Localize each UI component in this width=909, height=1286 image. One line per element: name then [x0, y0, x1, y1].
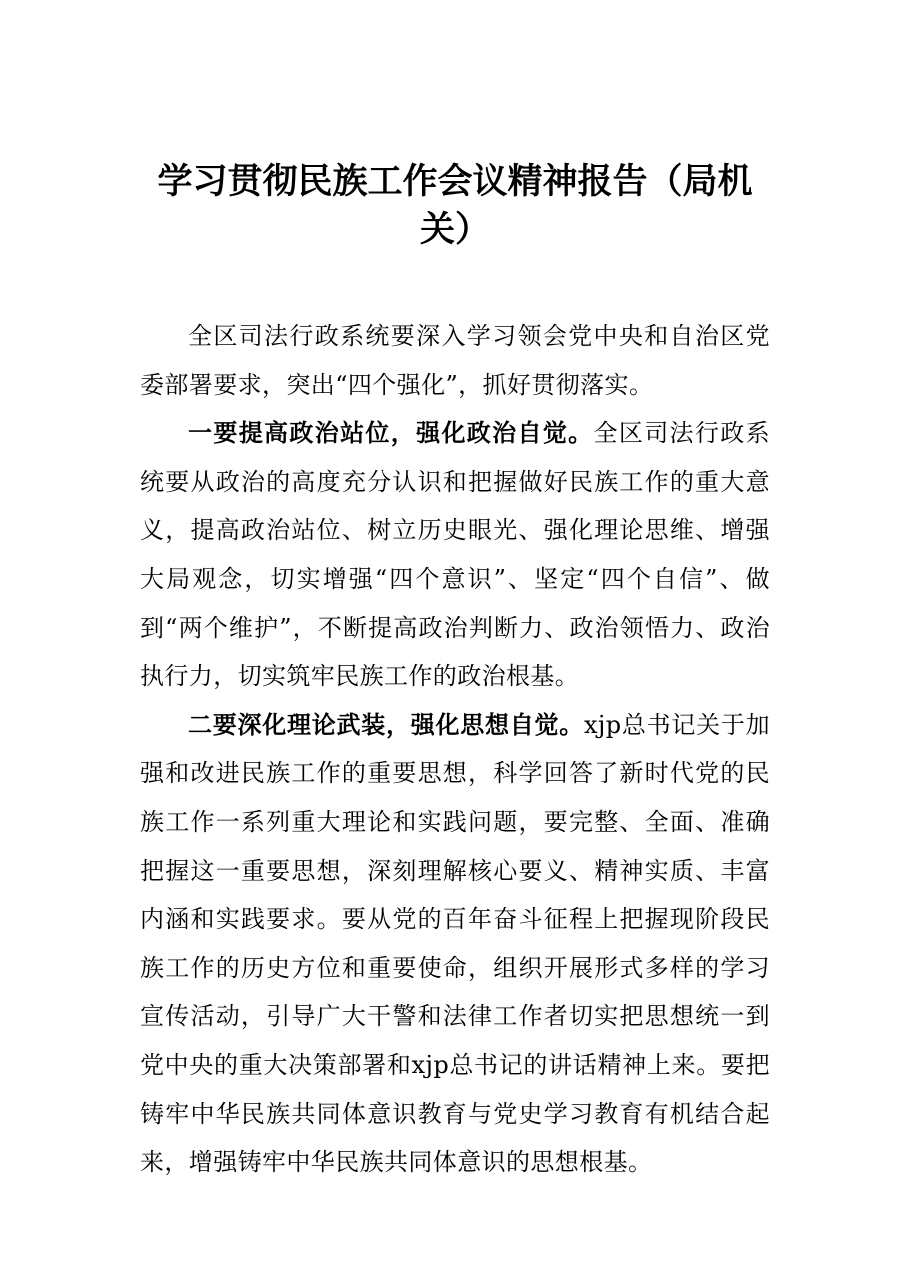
document-title: 学习贯彻民族工作会议精神报告（局机关） [157, 162, 753, 250]
paragraph-lead: 一要提高政治站位，强化政治自觉。 [188, 419, 594, 448]
paragraph-text: 全区司法行政系统要从政治的高度充分认识和把握做好民族工作的重大意义，提高政治站位、树立历史眼光、强化理论思维、增强大局观念，切实增强“四个意识”、坚定“四个自信”、做到“两个维护”，不断提高政治判断力、政治领悟力、政治执行力，切实筑牢民族工作的政治根基。 [140, 419, 770, 691]
document-body [140, 312, 770, 1187]
paragraph-text: 全区司法行政系统要深入学习领会党中央和自治区党委部署要求，突出“四个强化”，抓好贯彻落实。 [140, 322, 770, 399]
paragraph-intro [140, 312, 770, 409]
paragraph-theory [140, 701, 770, 1187]
paragraph-political-stance [140, 409, 770, 701]
paragraph-text: xjp总书记关于加强和改进民族工作的重要思想，科学回答了新时代党的民族工作一系列重大理论和实践问题，要完整、全面、准确把握这一重要思想，深刻理解核心要义、精神实质、丰富内涵和实践要求。要从党的百年奋斗征程上把握现阶段民族工作的历史方位和重要使命，组织开展形式多样的学习宣传活动，引导广大干警和法律工作者切实把思想统一到党中央的重大决策部署和xjp总书记的讲话精神上来。要把铸牢中华民族共同体意识教育与党史学习教育有机结合起来，增强铸牢中华民族共同体意识的思想根基。 [140, 710, 770, 1177]
paragraph-lead: 二要深化理论武装，强化思想自觉。 [188, 710, 584, 739]
